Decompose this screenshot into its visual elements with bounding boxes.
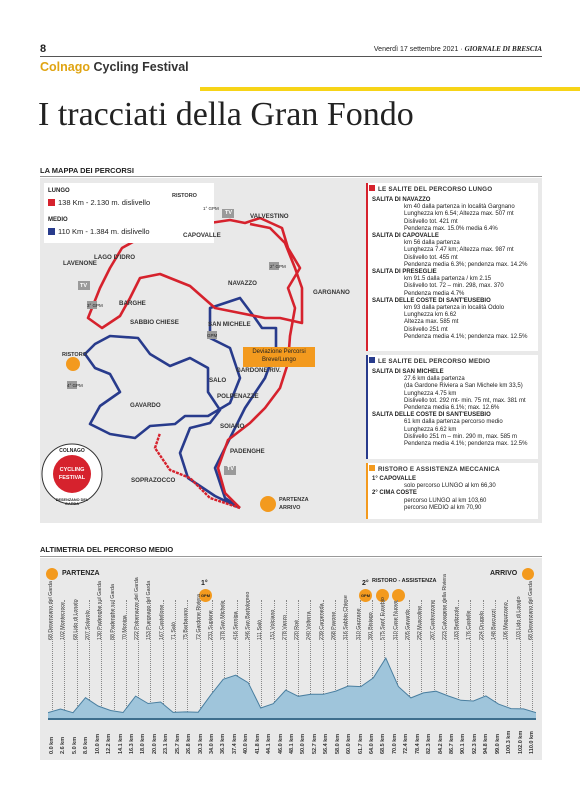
page-number: 8	[40, 43, 47, 55]
climb-long-line: Lunghezza km 6.54; Altezza max. 507 mt	[404, 211, 514, 218]
altimetry-place-label: 71 Salò	[171, 622, 178, 640]
place-sabbio-chiese: SABBIO CHIESE	[130, 319, 179, 326]
climb-long-line: Dislivello 251 mt	[404, 326, 448, 333]
climb-long-name: SALITA DELLE COSTE DI SANT'EUSEBIO	[372, 297, 491, 304]
climb-medium-name: SALITA DELLE COSTE DI SANT'EUSEBIO	[372, 412, 491, 419]
altimetry-km-label: 41.8 km	[254, 733, 261, 754]
gpm-label-2: 2° GPM	[270, 264, 286, 269]
altimetry-place-label: 278 Vanzo	[281, 615, 288, 640]
place-tv-2: TV	[80, 283, 88, 289]
climb-long-line: Pendenza media 6.3%; pendenza max. 14.2%	[404, 261, 528, 268]
altimetry-km-label: 12.2 km	[106, 733, 113, 754]
climb-medium-name: SALITA DI SAN MICHELE	[372, 369, 444, 375]
deviation-label: Deviazione Percorsi Breve/Lungo	[252, 349, 306, 363]
climbs-medium-bullet	[369, 357, 375, 363]
altimetry-place-label: 75 Barbarano	[183, 607, 190, 640]
altimetry-km-label: 94.8 km	[483, 733, 490, 754]
map-section-title: LA MAPPA DEI PERCORSI	[40, 166, 134, 175]
start-marker	[260, 496, 276, 512]
altimetry-km-label: 90.1 km	[460, 733, 467, 754]
logo-inner	[53, 455, 91, 493]
place-capovalle: CAPOVALLE	[183, 232, 221, 239]
altimetry-place-label: 111 Salò	[257, 619, 264, 640]
place-navazzo: NAVAZZO	[228, 280, 257, 287]
altimetry-km-label: 30.3 km	[197, 733, 204, 754]
climb-medium-line: Dislivello tot. 292 mt- min. 75 mt, max. 381 mt	[404, 397, 526, 404]
altimetry-place-label: 68 Lido di Lonato	[72, 599, 79, 640]
altimetry-end-label: ARRIVO	[490, 570, 518, 577]
assistance-line: solo percorso LUNGO al km 66,30	[404, 483, 496, 490]
climb-long-line: km 40 dalla partenza in località Gargnano	[404, 204, 515, 211]
logo-top-text: COLNAGO	[59, 448, 85, 454]
legend-medio-swatch	[48, 228, 55, 235]
altimetry-km-label: 37.4 km	[231, 733, 238, 754]
altimetry-place-label: 252 Muscoline	[417, 605, 424, 640]
route-medium-line	[85, 298, 276, 508]
altimetry-km-label: 60.0 km	[346, 733, 353, 754]
gpm1-badge: GPM	[200, 593, 211, 598]
place-gavardo: GAVARDO	[130, 402, 161, 409]
altimetry-baseline	[48, 718, 536, 720]
altimetry-km-label: 23.1 km	[163, 733, 170, 754]
assistance-title-text: RISTORO E ASSISTENZA MECCANICA	[378, 466, 500, 473]
altimetry-place-label: 310 Case Nuove	[392, 600, 399, 640]
place-padenghe: PADENGHE	[230, 448, 265, 455]
legend-lungo-row	[48, 198, 150, 207]
altimetry-km-label: 68.5 km	[380, 733, 387, 754]
altimetry-km-label: 20.0 km	[151, 733, 158, 754]
climb-long-name: SALITA DI PRESEGLIE	[372, 269, 437, 276]
altimetry-place-label: 416 Serniga	[232, 611, 239, 640]
ristoro-label: RISTORO - ASSISTENZA	[372, 578, 437, 584]
gpm-label-5: 4° GPM	[67, 383, 83, 388]
climb-medium-line: Lunghezza 6.62 km	[404, 426, 457, 433]
header-date-line: Venerdì 17 settembre 2021 · GIORNALE DI BRESCIA	[373, 45, 542, 53]
gpm-label-1: 1° GPM	[203, 206, 219, 211]
altimetry-km-label: 78.4 km	[414, 733, 421, 754]
place-partenza: PARTENZA	[279, 497, 309, 503]
altimetry-place-label: 130 Padenghe sul Garda	[97, 581, 104, 640]
place-gardone: GARDONE RIV.	[236, 367, 281, 374]
section-label	[40, 60, 189, 74]
climb-long-line: Lunghezza 7.47 km; Altezza max. 987 mt	[404, 247, 514, 254]
altimetry-km-label: 16.3 km	[129, 733, 135, 754]
altimetry-place-label: 70 Moniga	[121, 615, 128, 640]
altimetry-km-label: 70.0 km	[391, 733, 398, 754]
assistance-bullet	[369, 465, 375, 471]
climbs-medium-title	[369, 357, 490, 365]
header-date: Venerdì 17 settembre 2021	[373, 46, 459, 53]
gpm-label-4: GPM	[207, 333, 218, 338]
altimetry-place-label: 267 Castrezzone	[429, 599, 436, 640]
place-arrivo: ARRIVO	[279, 505, 301, 511]
place-tv-1: TV	[225, 210, 233, 216]
assistance-list	[372, 476, 536, 512]
legend-medio-row	[48, 227, 150, 236]
climbs-long-list	[372, 197, 536, 341]
altimetry-place-label: 378 San Michele	[220, 600, 227, 640]
place-gargnano: GARGNANO	[313, 289, 350, 296]
altimetry-km-label: 56.4 km	[323, 733, 330, 754]
altimetry-km-label: 86.7 km	[449, 733, 455, 754]
logo-main-1: CYCLING	[59, 467, 85, 473]
altimetry-km-label: 102.0 km	[517, 730, 524, 754]
legend-medio-desc: 110 Km - 1.384 m. dislivello	[58, 227, 150, 236]
climb-long-line: Pendenza media 4.7%	[404, 290, 465, 297]
altimetry-place-label: 310 Gazzane	[355, 608, 362, 640]
place-tv-3: TV	[227, 466, 235, 472]
climb-long-line: Dislivello tot. 455 mt	[404, 254, 458, 261]
altimetry-km-label: 5.0 km	[71, 736, 78, 754]
altimetry-km-label: 10.0 km	[94, 733, 101, 754]
headline: I tracciati della Gran Fondo	[38, 96, 414, 133]
gpm-label-3: 3° GPM	[87, 303, 103, 308]
climb-long-line: Dislivello tot. 72 – min. 298, max. 370	[404, 283, 504, 290]
climb-long-line: Altezza max. 585 mt	[404, 319, 459, 326]
altimetry-place-label: 223 Calvagese della Riviera	[441, 574, 448, 640]
climb-long-line: Pendenza max. 15.0% media 6.4%	[404, 225, 498, 232]
altimetry-km-label: 72.4 km	[403, 733, 410, 754]
altimetry-place-label: 220 Roè	[294, 619, 301, 640]
altimetry-profile	[48, 650, 536, 720]
altimetry-km-label: 46.0 km	[277, 733, 284, 754]
altimetry-place-label: 575 Sant' Eusebio	[380, 597, 387, 640]
altimetry-place-label: 391 Bisiago	[368, 612, 374, 640]
place-polpenazze: POLPENAZZE	[217, 393, 259, 400]
altimetry-km-label: 100.3 km	[506, 730, 513, 754]
altimetry-place-label: 222 Polpenazze del Garda	[134, 577, 141, 640]
altimetry-km-label: 64.0 km	[369, 733, 375, 754]
altimetry-km-label: 25.7 km	[174, 733, 181, 754]
climb-long-name: SALITA DI NAVAZZO	[372, 197, 431, 203]
altimetry-place-label: 68 Desenzano del Garda	[48, 581, 54, 640]
climb-long-line: Pendenza media 4.1%; pendenza max. 12.5%	[404, 333, 528, 340]
legend-lungo-swatch	[48, 199, 55, 206]
climb-long-line: Dislivello tot. 421 mt	[404, 218, 458, 225]
altimetry-place-label: 205 Gavardo	[404, 609, 411, 640]
climb-medium-line: Lunghezza 4.75 km	[404, 390, 457, 397]
legend-medio-label: MEDIO	[48, 217, 68, 223]
altimetry-place-label: 207 Solarolo	[84, 610, 91, 640]
altimetry-place-label: 176 Castelle	[466, 610, 473, 640]
climb-long-line: Lunghezza km 6.62	[404, 312, 457, 319]
altimetry-km-label: 18.0 km	[140, 733, 147, 754]
climb-medium-line: 61 km dalla partenza percorso medio	[404, 419, 503, 426]
gpm2-badge: GPM	[360, 593, 371, 598]
altimetry-km-label: 58.0 km	[334, 733, 341, 754]
section-brand: Colnago	[40, 60, 90, 74]
altimetry-place-label: 346 San Bartolomeo	[244, 591, 251, 640]
climbs-medium-list	[372, 369, 536, 448]
altimetry-place-label: 106 Maguzzano	[503, 602, 510, 640]
altimetry-place-label: 183 Bedizzole	[454, 606, 461, 640]
newspaper-name: GIORNALE DI BRESCIA	[464, 45, 542, 53]
legend-lungo-desc: 138 Km - 2.130 m. dislivello	[58, 198, 151, 207]
altimetry-place-label: 153 Puegnago del Garda	[146, 580, 153, 640]
altimetry-km-label: 84.2 km	[437, 733, 444, 754]
altimetry-start-label: PARTENZA	[62, 570, 100, 577]
climb-long-line: km 93 dalla partenza in località Odolo	[404, 305, 505, 312]
place-lavenone: LAVENONE	[63, 260, 97, 267]
place-ristoro-2: RISTORO	[62, 352, 87, 358]
altimetry-km-label: 99.0 km	[494, 733, 501, 754]
altimetry-place-label: 88 Padenghe sul Garda	[109, 584, 116, 640]
place-san-michele: SAN MICHELE	[208, 321, 251, 328]
altimetry-place-label: 231 Supiane	[208, 610, 214, 640]
altimetry-km-label: 82.3 km	[426, 733, 433, 754]
climb-long-line: km 56 dalla partenza	[404, 240, 460, 247]
climb-medium-line: Pendenza media 6.1%; max. 12.6%	[404, 405, 500, 412]
climbs-medium-title-text: LE SALITE DEL PERCORSO MEDIO	[378, 358, 491, 365]
finish-icon	[522, 568, 534, 580]
climbs-long-bullet	[369, 185, 375, 191]
altimetry-place-label: 224 Drugolo	[478, 611, 485, 640]
assistance-line: percorso MEDIO al km 70,90	[404, 504, 482, 511]
place-soiano: SOIANO	[220, 423, 245, 430]
altimetry-place-label: 68 Desenzano del Garda	[528, 581, 534, 640]
climb-medium-line: Pendenza media 4.1%; pendenza max. 12.5%	[404, 441, 528, 448]
altimetry-km-label: 44.1 km	[266, 733, 273, 754]
altimetry-km-label: 50.0 km	[300, 733, 307, 754]
place-soprazocco: SOPRAZOCCO	[131, 477, 176, 484]
assistance-name: 1° CAPOVALLE	[372, 476, 416, 482]
gpm2-number: 2°	[362, 580, 369, 587]
altimetry-title: ALTIMETRIA DEL PERCORSO MEDIO	[40, 545, 174, 554]
altimetry-place-label: 239 Carpeneda	[318, 603, 325, 640]
assistance-name: 2° CIMA COSTE	[372, 490, 417, 497]
logo-main-2: FESTIVAL	[58, 475, 86, 481]
altimetry-place-label: 72 Gardone Riviera	[195, 594, 202, 640]
altimetry-rule	[40, 556, 542, 557]
accent-bar	[200, 87, 580, 91]
altimetry-km-label: 52.7 km	[311, 733, 318, 754]
place-valvestino: VALVESTINO	[250, 213, 289, 220]
ristoro-marker-2	[66, 357, 80, 371]
altimetry-km-label: 8.0 km	[83, 736, 90, 754]
altimetry-place-label: 103 Lido di Lonato	[515, 596, 522, 640]
assistance-title	[369, 465, 500, 473]
altimetry-km-label: 26.8 km	[186, 733, 193, 754]
altimetry-place-label: 268 Pavone	[331, 611, 338, 640]
altimetry-km-label: 14.1 km	[117, 733, 124, 754]
altimetry-km-label: 0.0 km	[49, 736, 55, 754]
section-name: Cycling Festival	[93, 60, 189, 74]
climb-medium-line: (da Gardone Riviera a San Michele km 33,5)	[404, 383, 523, 390]
climb-medium-line: 27.6 km dalla partenza	[404, 376, 465, 383]
altimetry-km-label: 48.1 km	[289, 733, 295, 754]
place-salo: SALO	[209, 377, 227, 384]
legend-lungo-label: LUNGO	[48, 188, 70, 194]
climb-medium-line: Dislivello 251 m – min. 290 m, max. 585 m	[404, 433, 518, 440]
altimetry-place-label: 151 Volciano	[269, 609, 276, 640]
place-barghe: BARGHE	[119, 300, 146, 307]
map-section-rule	[40, 176, 542, 177]
header-rule	[40, 56, 542, 57]
altimetry-km-label: 2.6 km	[60, 736, 67, 754]
altimetry-profile-area	[48, 658, 536, 720]
altimetry-km-label: 92.3 km	[471, 733, 478, 754]
altimetry-place-label: 167 Castellone	[158, 604, 165, 640]
climb-long-line: km 91.5 dalla partenza / km 2.15	[404, 276, 492, 283]
climbs-long-title-text: LE SALITE DEL PERCORSO LUNGO	[378, 186, 493, 193]
altimetry-km-label: 36.3 km	[220, 733, 227, 754]
climb-long-name: SALITA DI CAPOVALLE	[372, 233, 439, 240]
altimetry-km-label: 110.0 km	[529, 731, 535, 754]
altimetry-place-label: 148 Barcuzzi	[491, 609, 498, 640]
place-ristoro-1: RISTORO	[172, 193, 197, 199]
place-lago-idro: LAGO D'IDRO	[94, 254, 136, 261]
climbs-long-title	[369, 185, 492, 193]
altimetry-place-label: 316 Sabbio Chiese	[343, 595, 350, 640]
altimetry-place-label: 240 Volterra	[306, 611, 313, 640]
logo-bottom-text: DESENZANO DEL GARDA	[55, 498, 89, 506]
start-icon	[46, 568, 58, 580]
altimetry-place-label: 102 Montecroce	[60, 602, 67, 640]
altimetry-km-label: 34.0 km	[209, 733, 215, 754]
assistance-line: percorso LUNGO al km 103,60	[404, 497, 487, 504]
altimetry-km-label: 61.7 km	[357, 733, 364, 754]
altimetry-km-label: 40.0 km	[243, 733, 250, 754]
gpm1-number: 1°	[201, 580, 208, 587]
